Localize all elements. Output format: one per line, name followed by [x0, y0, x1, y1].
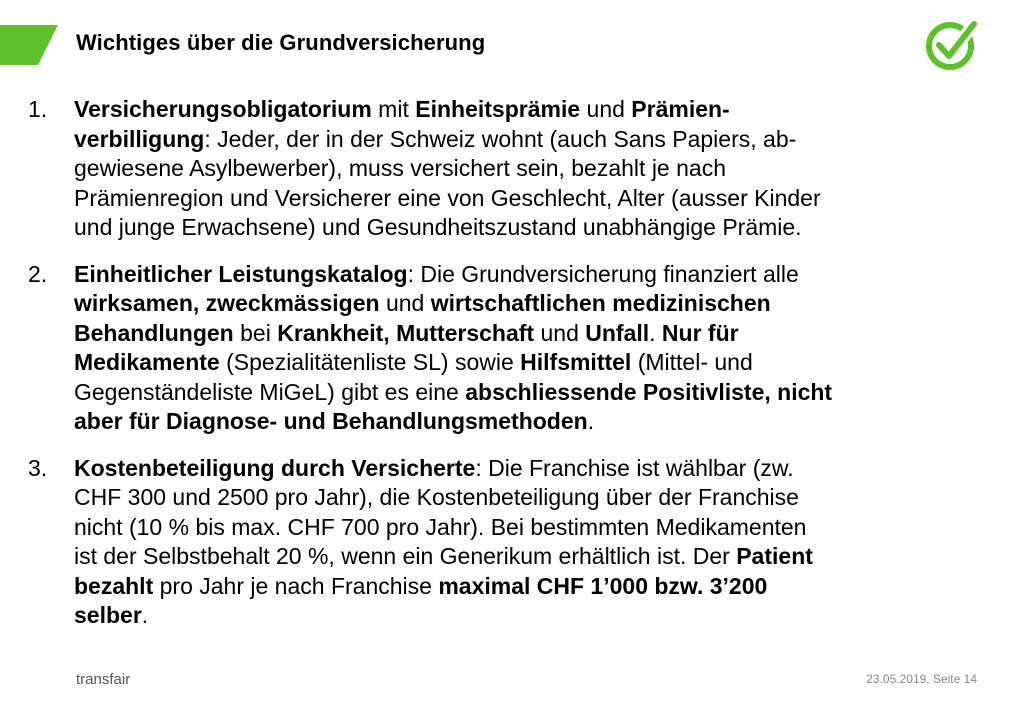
bold-text-segment: Kostenbeteiligung durch Versicherte [74, 454, 476, 481]
text-segment: und junge Erwachsene) und Gesundheitszustand unabhängige Prämie. [74, 214, 802, 240]
text-segment: pro Jahr je nach Franchise [153, 572, 439, 599]
text-segment: . [587, 408, 595, 434]
bold-text-segment: Medikamente [74, 349, 220, 375]
bold-text-segment: Hilfsmittel [520, 349, 632, 375]
item-number: 2. [28, 260, 48, 287]
text-segment: Gegenständeliste MiGeL) gibt es eine [74, 378, 466, 405]
text-segment: : Die Grundversicherung finanziert alle [407, 260, 799, 287]
text-segment: : Jeder, der in der Schweiz wohnt (auch Sans Papiers, ab- [204, 125, 797, 152]
header-accent-shape [0, 25, 60, 65]
bold-text-segment: aber für Diagnose- und Behandlungsmethoden [74, 408, 588, 434]
text-segment: (Spezialitätenliste SL) sowie [219, 349, 521, 375]
list-item [28, 95, 998, 243]
item-number: 3. [28, 454, 48, 481]
text-segment: (Mittel- und [631, 349, 753, 375]
bold-text-segment: selber [74, 602, 142, 628]
bold-text-segment: Einheitlicher Leistungskatalog [74, 260, 408, 287]
text-segment: bei [233, 319, 278, 346]
item-body [74, 454, 998, 631]
bold-text-segment: Krankheit, Mutterschaft [277, 319, 535, 346]
bold-text-segment: bezahlt [74, 572, 154, 599]
footer-page-info: 23.05.2019, Seite 14 [866, 672, 977, 686]
item-body [74, 95, 998, 243]
text-segment: ist der Selbstbehalt 20 %, wenn ein Generikum erhältlich ist. Der [74, 543, 737, 569]
text-segment: . [649, 319, 662, 346]
bold-text-segment: wirtschaftlichen medizinischen [430, 290, 771, 316]
bold-text-segment: Behandlungen [74, 319, 234, 346]
bold-text-segment: Einheitsprämie [415, 96, 581, 122]
text-segment: CHF 300 und 2500 pro Jahr), die Kostenbeteiligung über der Franchise [74, 484, 799, 510]
check-circle-icon [924, 16, 980, 72]
text-segment: und [379, 290, 431, 316]
info-list [28, 95, 998, 648]
text-segment: und [580, 96, 632, 122]
bold-text-segment: verbilligung [74, 125, 205, 152]
item-number: 1. [28, 96, 48, 122]
bold-text-segment: Unfall [585, 319, 650, 346]
bold-text-segment: abschliessende Positivliste, nicht [465, 378, 833, 405]
bold-text-segment: maximal CHF 1’000 bzw. 3’200 [438, 572, 768, 599]
bold-text-segment: wirksamen, zweckmässigen [74, 290, 380, 316]
footer-brand: transfair [76, 671, 131, 688]
list-item [28, 260, 998, 437]
text-segment: nicht (10 % bis max. CHF 700 pro Jahr). Bei bestimmten Medikamenten [74, 513, 807, 540]
list-item [28, 454, 998, 631]
text-segment: mit [371, 96, 416, 122]
bold-text-segment: Versicherungsobligatorium [74, 96, 372, 122]
bold-text-segment: Prämien- [631, 96, 730, 122]
page-title: Wichtiges über die Grundversicherung [76, 30, 486, 55]
text-segment: gewiesene Asylbewerber), muss versichert sein, bezahlt je nach [74, 155, 726, 181]
bold-text-segment: Nur für [661, 319, 739, 346]
text-segment: Prämienregion und Versicherer eine von Geschlecht, Alter (ausser Kinder [74, 184, 821, 211]
text-segment: . [141, 602, 149, 628]
item-body [74, 260, 998, 437]
bold-text-segment: Patient [736, 543, 813, 569]
text-segment: und [534, 319, 586, 346]
text-segment: : Die Franchise ist wählbar (zw. [475, 454, 794, 481]
